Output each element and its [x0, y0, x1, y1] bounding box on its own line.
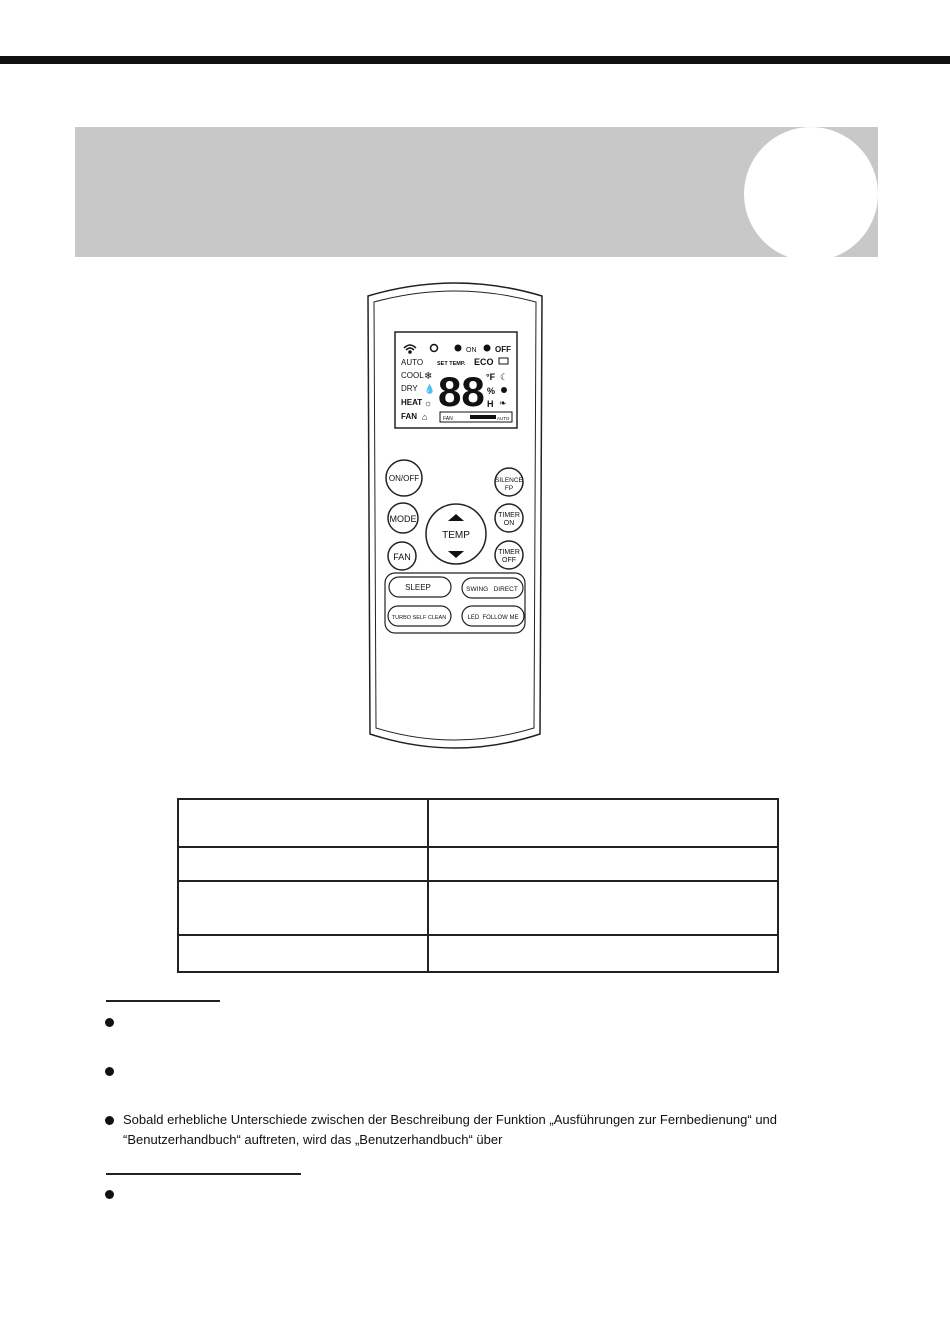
table-row	[178, 799, 778, 847]
remote-control-illustration	[360, 276, 550, 756]
table-cell	[178, 847, 428, 881]
lcd-fan-small-label: FAN	[443, 416, 453, 422]
top-rule	[0, 56, 950, 64]
lcd-set-temp-label: SET TEMP.	[437, 361, 466, 367]
lcd-dry-label: DRY	[401, 384, 418, 393]
lcd-fan-label: FAN	[401, 412, 417, 421]
turbo-self-clean-label: TURBO SELF CLEAN	[391, 615, 447, 621]
led-follow-me-label: LED FOLLOW ME	[467, 615, 519, 621]
lcd-off-label: OFF	[495, 345, 511, 354]
note-line-1: Sobald erhebliche Unterschiede zwischen der Beschreibung der Funktion „Ausführungen zur Fernbedienung“ und	[123, 1112, 778, 1127]
sun-icon: ☼	[424, 398, 433, 408]
sleep-label: SLEEP	[405, 583, 431, 592]
table-row	[178, 935, 778, 972]
table-cell	[428, 935, 778, 972]
fan-speed-bars	[470, 415, 496, 419]
note-paragraph	[123, 1110, 883, 1150]
bullet-3	[105, 1116, 114, 1125]
drop-icon: 💧	[424, 384, 436, 394]
lcd-heat-label: HEAT	[401, 398, 423, 407]
table-cell	[428, 881, 778, 935]
lcd-percent: %	[487, 386, 496, 396]
remote-control-drawing	[360, 276, 550, 756]
table-cell	[428, 799, 778, 847]
lcd-eco-label: ECO	[474, 357, 494, 367]
lcd-digits: 88	[438, 368, 485, 415]
bullet-4	[105, 1190, 114, 1199]
header-band	[75, 127, 878, 257]
lcd-cool-label: COOL	[401, 371, 424, 380]
swing-direct-label: SWING DIRECT	[466, 586, 518, 593]
section-heading-underline	[106, 1173, 301, 1175]
bullet-2	[105, 1067, 114, 1076]
temp-label: TEMP	[442, 530, 470, 541]
table-cell	[428, 847, 778, 881]
timer-on-label-l2: ON	[503, 520, 515, 527]
mode-label: MODE	[389, 514, 417, 524]
notes-heading-underline	[106, 1000, 220, 1002]
table-cell	[178, 799, 428, 847]
timer-on-label-l1: TIMER	[498, 512, 520, 519]
timer-off-label-l2: OFF	[502, 557, 516, 564]
table-cell	[178, 881, 428, 935]
bullet-1	[105, 1018, 114, 1027]
moon-icon: ☾	[500, 372, 509, 382]
lcd-h: H	[487, 399, 494, 409]
lcd-auto-label: AUTO	[401, 358, 424, 367]
snowflake-icon: ❄	[424, 371, 433, 382]
on-off-label: ON/OFF	[388, 474, 420, 483]
table-row	[178, 847, 778, 881]
fan-button-label: FAN	[393, 552, 411, 562]
timer-off-icon	[484, 345, 491, 352]
fp-label: FP	[504, 485, 514, 492]
timer-off-label-l1: TIMER	[498, 549, 520, 556]
leaf-icon: ❧	[499, 398, 507, 408]
timer-on-icon	[455, 345, 462, 352]
spec-table	[177, 798, 779, 973]
note-line-2: “Benutzerhandbuch“ auftreten, wird das „Benutzerhandbuch“ über	[123, 1132, 503, 1147]
lcd-auto-small-label: AUTO	[497, 416, 510, 421]
home-icon: ⌂	[422, 412, 428, 422]
person-icon	[501, 387, 507, 393]
lcd-on-label: ON	[466, 347, 477, 354]
table-cell	[178, 935, 428, 972]
silence-label: SILENCE	[495, 477, 523, 484]
lcd-unit-f: °F	[486, 372, 496, 382]
table-row	[178, 881, 778, 935]
header-circle-badge	[744, 127, 878, 257]
